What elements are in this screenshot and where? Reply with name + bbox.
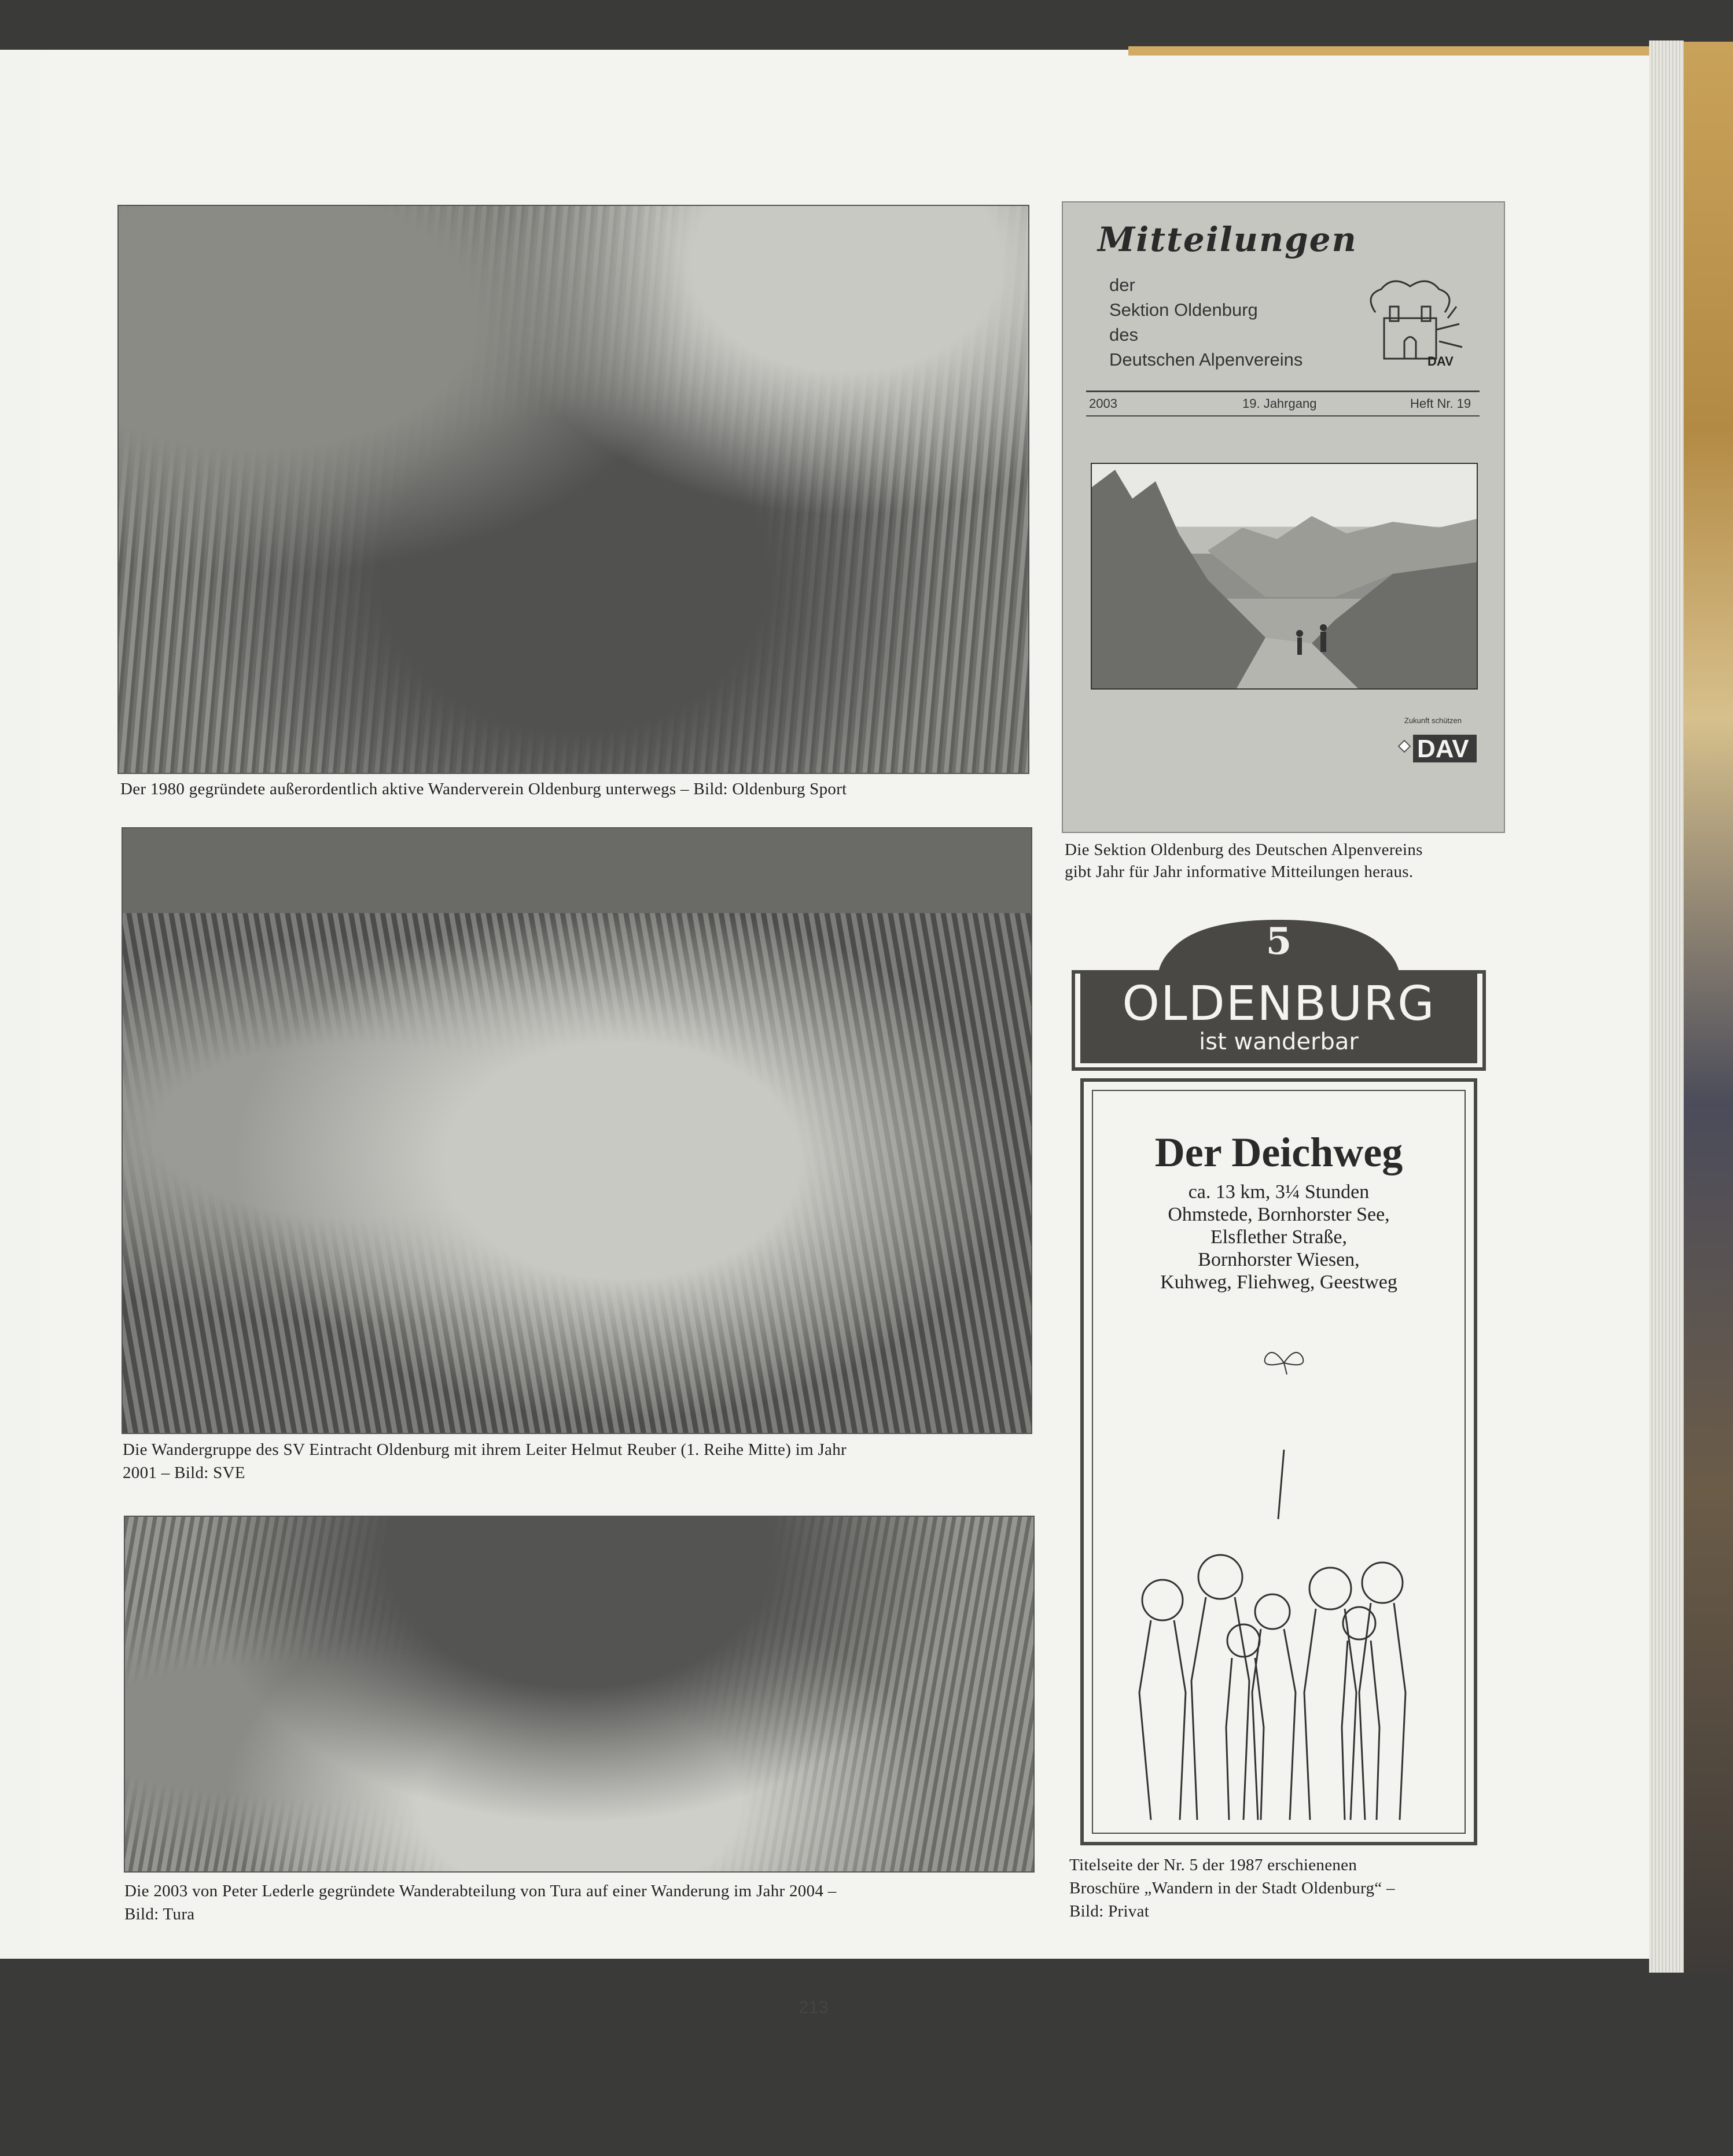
- cover-title: Mitteilungen: [1098, 220, 1357, 259]
- brochure-inner-frame: [1092, 1090, 1466, 1834]
- left-page-edge: [0, 50, 42, 1959]
- caption-cover-line2: gibt Jahr für Jahr informative Mitteilungen heraus.: [1065, 863, 1414, 881]
- dav-logo-tagline: Zukunft schützen: [1404, 716, 1462, 725]
- cover-rule-top: [1086, 390, 1480, 392]
- magazine-cover: [1062, 201, 1505, 833]
- caption-photo1: Der 1980 gegründete außerordentlich aktive Wanderverein Oldenburg unterwegs – Bild: Oldenburg Sport: [120, 780, 847, 798]
- brochure-subtitle: ist wanderbar: [1199, 1029, 1359, 1055]
- cover-line-4: Deutschen Alpenvereins: [1109, 349, 1303, 370]
- page-stack: [1649, 40, 1684, 1973]
- cover-year: 2003: [1089, 396, 1117, 411]
- top-band: [1128, 46, 1649, 56]
- brochure-banner: [1080, 971, 1477, 1063]
- brochure-details: [1093, 1181, 1465, 1293]
- caption-brochure-line1: Titelseite der Nr. 5 der 1987 erschienenen: [1069, 1856, 1357, 1874]
- photo-wanderverein-group: [117, 205, 1029, 774]
- brochure-panel: [1080, 1078, 1477, 1845]
- caption-photo3-line1: Die 2003 von Peter Lederle gegründete Wanderabteilung von Tura auf einer Wanderung im Jahr 2004 –: [124, 1882, 837, 1900]
- photo-sv-eintracht-group: [122, 827, 1032, 1434]
- brochure-detail-line: Bornhorster Wiesen,: [1198, 1249, 1360, 1270]
- cover-issue: Heft Nr. 19: [1410, 396, 1471, 411]
- caption-brochure-line2: Broschüre „Wandern in der Stadt Oldenburg“ –: [1069, 1879, 1395, 1897]
- caption-cover-line1: Die Sektion Oldenburg des Deutschen Alpenvereins: [1065, 841, 1423, 859]
- cover-rule-bottom: [1086, 415, 1480, 417]
- brochure-heading: Der Deichweg: [1154, 1129, 1403, 1175]
- brochure-detail-line: ca. 13 km, 3¼ Stunden: [1188, 1181, 1370, 1203]
- cover-mountain-photo: [1091, 463, 1478, 690]
- brochure-cover: [1068, 920, 1490, 1845]
- brochure-detail-line: Elsflether Straße,: [1210, 1226, 1348, 1248]
- book-cover-edge: [1684, 42, 1733, 1974]
- cover-line-3: des: [1109, 325, 1138, 345]
- brochure-city: OLDENBURG: [1122, 976, 1436, 1031]
- caption-brochure-line3: Bild: Privat: [1069, 1902, 1150, 1921]
- cover-volume: 19. Jahrgang: [1242, 396, 1317, 411]
- caption-photo3-line2: Bild: Tura: [124, 1905, 195, 1923]
- hikers-illustration-icon: [1128, 1450, 1440, 1826]
- photo-tura-group: [124, 1516, 1035, 1873]
- page-number: 213: [799, 1997, 829, 2017]
- butterfly-icon: [1261, 1346, 1307, 1380]
- caption-photo2-line1: Die Wandergruppe des SV Eintracht Oldenburg mit ihrem Leiter Helmut Reuber (1. Reihe Mitte) im Jahr: [123, 1440, 847, 1459]
- cover-line-2: Sektion Oldenburg: [1109, 300, 1258, 320]
- caption-photo2-line2: 2001 – Bild: SVE: [123, 1464, 245, 1482]
- dav-small-logo: DAV: [1427, 354, 1454, 368]
- brochure-detail-line: Kuhweg, Fliehweg, Geestweg: [1160, 1272, 1397, 1293]
- cover-line-1: der: [1109, 275, 1135, 295]
- brochure-detail-line: Ohmstede, Bornhorster See,: [1168, 1204, 1390, 1225]
- dav-logo-text: DAV: [1417, 735, 1469, 763]
- brochure-number: 5: [1265, 920, 1292, 963]
